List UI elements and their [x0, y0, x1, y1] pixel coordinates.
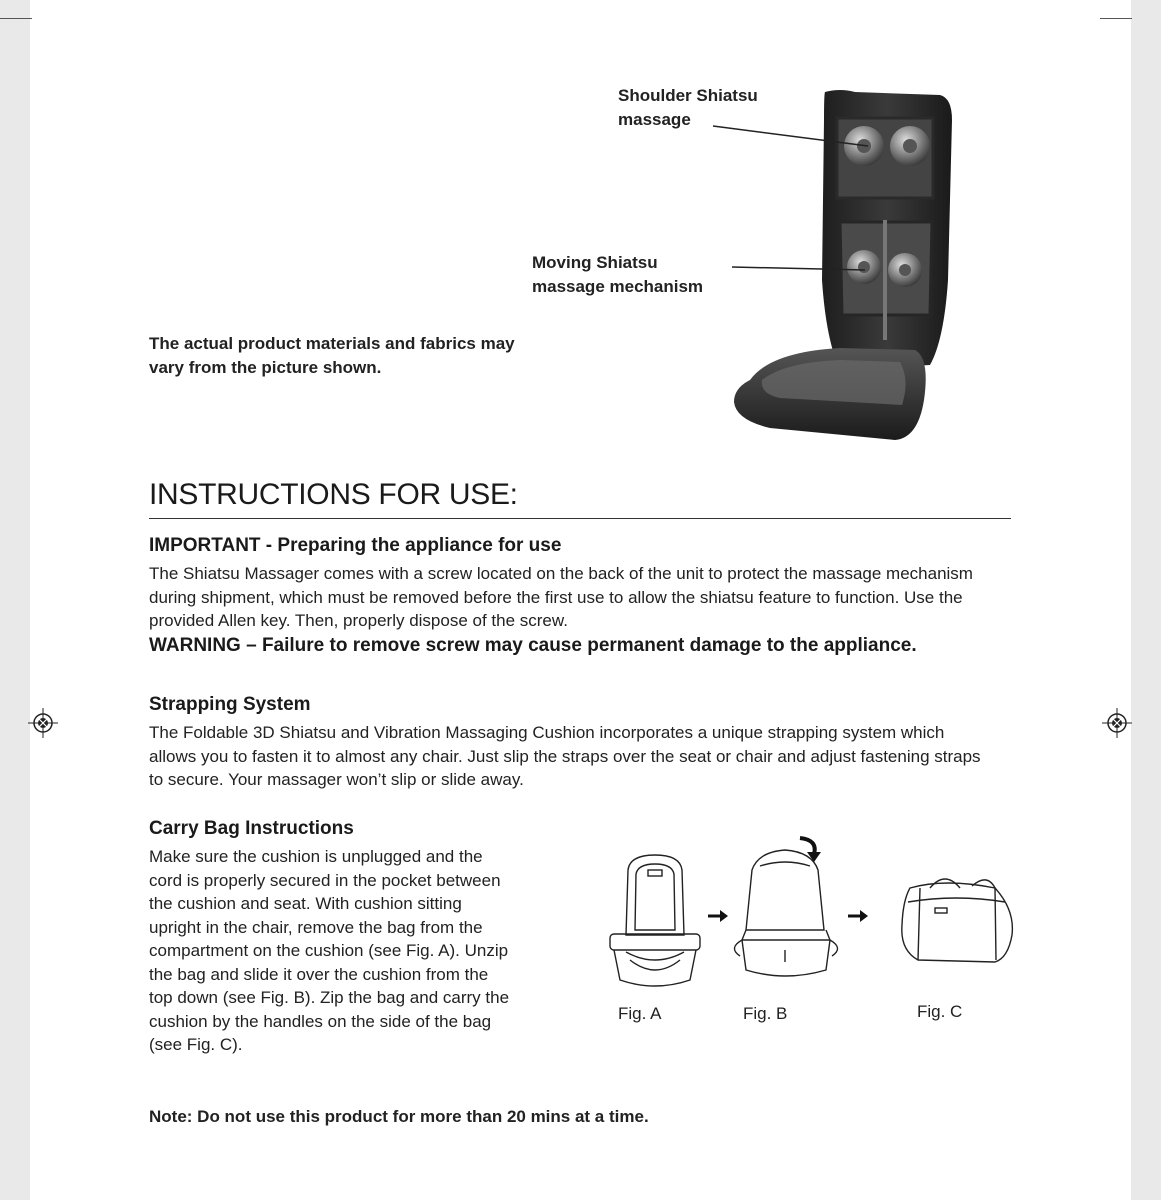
crop-mark-top-left	[0, 18, 32, 19]
registration-mark-right-icon	[1102, 708, 1132, 738]
fig-c-drawing	[902, 879, 1013, 962]
carry-bag-section	[149, 817, 549, 1057]
page-title: INSTRUCTIONS FOR USE:	[149, 478, 518, 511]
warning-text: WARNING – Failure to remove screw may cause permanent damage to the appliance.	[149, 634, 917, 656]
strapping-body: The Foldable 3D Shiatsu and Vibration Massaging Cushion incorporates a unique strapping system which allows you to fasten it to almost any chair. Just slip the straps over the seat or chair and adjust fastening straps to secure. Your massager won’t slip or slide away.	[149, 723, 981, 789]
callout-lines	[710, 120, 910, 290]
usage-note: Note: Do not use this product for more than 20 mins at a time.	[149, 1107, 649, 1126]
arrow-b-to-c-icon	[848, 910, 868, 922]
strapping-section	[149, 693, 1049, 792]
callout-moving-shiatsu: Moving Shiatsu massage mechanism	[532, 253, 704, 296]
manual-page	[30, 0, 1131, 1200]
registration-mark-left-icon	[28, 708, 58, 738]
carry-bag-figures	[600, 830, 1020, 1000]
carry-bag-body: Make sure the cushion is unplugged and the cord is properly secured in the pocket between the cushion and seat. With cushion sitting upright in the chair, remove the bag from the compartment on the cushion (see Fig. A). Unzip the bag and slide it over the cushion from the top down (see Fig. B). Zip the bag and carry the cushion by the handles on the side of the bag (see Fig. C).	[149, 847, 510, 1054]
carry-bag-title: Carry Bag Instructions	[149, 818, 354, 839]
important-body: The Shiatsu Massager comes with a screw located on the back of the unit to protect the massage mechanism during shipment, which must be removed before the first use to allow the shiatsu feature to function. Use the provided Allen key. Then, properly dispose of the screw.	[149, 564, 973, 630]
fig-a-caption: Fig. A	[618, 1004, 662, 1023]
heading-divider	[149, 518, 1011, 519]
crop-mark-top-right	[1100, 18, 1132, 19]
strapping-title: Strapping System	[149, 694, 311, 715]
important-section	[149, 534, 1049, 658]
fig-c-caption: Fig. C	[917, 1002, 963, 1021]
disclaimer-text: The actual product materials and fabrics may vary from the picture shown.	[149, 334, 515, 377]
fig-a-drawing	[610, 855, 700, 986]
arrow-a-to-b-icon	[708, 910, 728, 922]
callout-shoulder-shiatsu: Shoulder Shiatsu massage	[618, 86, 758, 129]
important-title: IMPORTANT - Preparing the appliance for use	[149, 535, 562, 556]
fig-b-caption: Fig. B	[743, 1004, 788, 1023]
fig-b-drawing	[734, 850, 837, 976]
